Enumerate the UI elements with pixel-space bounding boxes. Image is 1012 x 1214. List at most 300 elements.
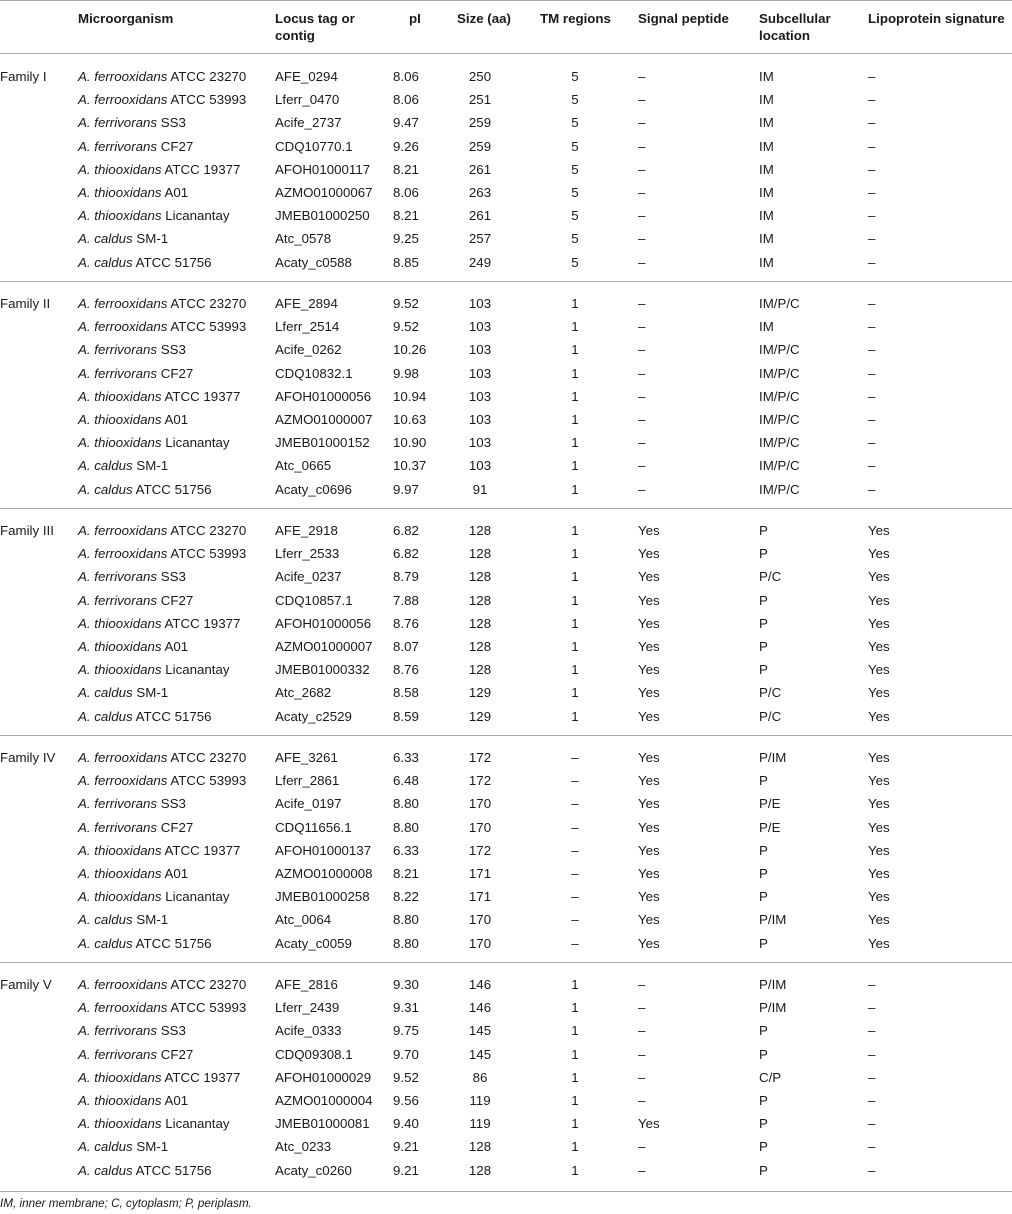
size-cell: 128 <box>468 615 492 631</box>
lipoprotein-cell: Yes <box>868 615 890 631</box>
organism-species: A. thiooxidans <box>78 1093 162 1108</box>
lipoprotein-cell: Yes <box>868 662 890 678</box>
size-cell: 128 <box>468 546 492 562</box>
pi-cell: 10.63 <box>393 412 427 427</box>
locus-tag-cell: JMEB01000152 <box>275 435 370 451</box>
organism-cell <box>78 519 246 542</box>
organism-strain: A01 <box>164 1093 189 1108</box>
subcellular-location-cell: P <box>759 889 768 905</box>
locus-tag-cell: AFE_2918 <box>275 523 338 538</box>
organism-cell <box>78 1112 230 1135</box>
organism-strain: ATCC 53993 <box>170 1000 247 1016</box>
lipoprotein-cell: – <box>868 1116 876 1132</box>
pi-cell: 10.26 <box>393 342 427 358</box>
lipoprotein-cell: – <box>868 1069 876 1085</box>
signal-peptide-cell: – <box>638 1162 646 1178</box>
subcellular-location-cell: P <box>759 523 768 538</box>
lipoprotein-cell: – <box>868 115 876 131</box>
locus-tag-cell: Lferr_0470 <box>275 92 340 108</box>
organism-strain: ATCC 53993 <box>170 546 247 562</box>
pi-cell: 8.22 <box>393 889 419 905</box>
organism-species: A. ferrooxidans <box>78 773 168 789</box>
organism-strain: SS3 <box>160 342 186 358</box>
organism-cell <box>78 181 188 204</box>
organism-strain: SS3 <box>160 569 186 585</box>
table-row <box>0 885 1012 908</box>
pi-cell: 9.56 <box>393 1093 419 1108</box>
organism-species: A. thiooxidans <box>78 615 162 631</box>
signal-peptide-cell: – <box>638 342 646 358</box>
table-row <box>0 88 1012 111</box>
organism-species: A. ferrivorans <box>78 569 158 585</box>
locus-tag-cell: Acaty_c2529 <box>275 708 352 724</box>
size-cell: 119 <box>469 1093 491 1108</box>
organism-strain: Licanantay <box>165 662 230 678</box>
lipoprotein-cell: – <box>868 1162 876 1178</box>
organism-strain: ATCC 53993 <box>170 319 247 335</box>
organism-species: A. caldus <box>78 685 133 701</box>
size-cell: 103 <box>468 388 492 404</box>
lipoprotein-cell: – <box>868 1139 876 1155</box>
organism-strain: ATCC 51756 <box>135 708 212 724</box>
subcellular-location-cell: IM <box>759 319 774 335</box>
locus-tag-cell: AFE_3261 <box>275 750 338 765</box>
locus-tag-cell: Lferr_2439 <box>275 1000 340 1016</box>
table-row <box>0 932 1012 955</box>
tm-regions-cell: – <box>571 796 579 812</box>
organism-species: A. thiooxidans <box>78 866 162 881</box>
organism-species: A. thiooxidans <box>78 435 162 451</box>
subcellular-location-cell: IM/P/C <box>759 458 800 474</box>
pi-cell: 8.85 <box>393 254 419 270</box>
pi-cell: 8.80 <box>393 819 419 835</box>
locus-tag-cell: AZMO01000008 <box>275 866 373 881</box>
header-lipoprotein: Lipoprotein signature <box>868 11 1005 26</box>
signal-peptide-cell: – <box>638 1023 646 1039</box>
pi-cell: 9.21 <box>393 1162 419 1178</box>
lipoprotein-cell: – <box>868 1046 876 1062</box>
lipoprotein-cell: – <box>868 319 876 335</box>
subcellular-location-cell: P <box>759 662 768 678</box>
organism-strain: SM-1 <box>136 458 169 474</box>
tm-regions-cell: 1 <box>571 1116 579 1132</box>
organism-cell <box>78 996 246 1019</box>
subcellular-location-cell: IM <box>759 185 774 200</box>
size-cell: 128 <box>468 1139 492 1155</box>
organism-cell <box>78 338 186 361</box>
table-row <box>0 315 1012 338</box>
pi-cell: 9.30 <box>393 977 419 992</box>
pi-cell: 9.47 <box>393 115 419 131</box>
size-cell: 172 <box>468 750 492 765</box>
locus-tag-cell: Atc_2682 <box>275 685 332 701</box>
organism-species: A. ferrooxidans <box>78 296 168 311</box>
locus-tag-cell: AFOH01000117 <box>275 161 371 177</box>
lipoprotein-cell: – <box>868 1093 876 1108</box>
locus-tag-cell: AZMO01000007 <box>275 639 373 654</box>
organism-cell <box>78 158 240 181</box>
locus-tag-cell: Acife_0237 <box>275 569 342 585</box>
tm-regions-cell: 1 <box>571 708 579 724</box>
size-cell: 128 <box>468 569 492 585</box>
pi-cell: 9.52 <box>393 319 419 335</box>
organism-species: A. ferrivorans <box>78 115 158 131</box>
organism-strain: ATCC 51756 <box>135 1162 212 1178</box>
signal-peptide-cell: Yes <box>638 639 660 654</box>
pi-cell: 9.52 <box>393 1069 419 1085</box>
tm-regions-cell: 1 <box>571 569 579 585</box>
lipoprotein-cell: Yes <box>868 523 890 538</box>
locus-tag-cell: AFOH01000029 <box>275 1069 372 1085</box>
organism-strain: ATCC 23270 <box>170 69 247 84</box>
organism-strain: Licanantay <box>165 1116 230 1132</box>
subcellular-location-cell: IM <box>759 208 774 224</box>
table-row <box>0 816 1012 839</box>
organism-strain: SM-1 <box>136 685 169 701</box>
pi-cell: 8.76 <box>393 662 419 678</box>
lipoprotein-cell: Yes <box>868 866 890 881</box>
locus-tag-cell: AFOH01000056 <box>275 615 372 631</box>
locus-tag-cell: Lferr_2861 <box>275 773 340 789</box>
lipoprotein-cell: – <box>868 977 876 992</box>
signal-peptide-cell: Yes <box>638 685 660 701</box>
subcellular-location-cell: IM <box>759 161 774 177</box>
size-cell: 259 <box>468 138 492 154</box>
size-cell: 171 <box>468 889 492 905</box>
header-organism: Microorganism <box>78 11 174 26</box>
organism-strain: Licanantay <box>165 208 230 224</box>
signal-peptide-cell: – <box>638 296 646 311</box>
pi-cell: 10.94 <box>393 388 427 404</box>
lipoprotein-cell: Yes <box>868 592 890 608</box>
locus-tag-cell: Acaty_c0260 <box>275 1162 352 1178</box>
family-label: Family I <box>0 69 47 84</box>
table-row <box>0 454 1012 477</box>
organism-cell <box>78 973 246 996</box>
pi-cell: 6.48 <box>393 773 419 789</box>
organism-strain: SM-1 <box>136 1139 169 1155</box>
organism-species: A. thiooxidans <box>78 185 162 200</box>
signal-peptide-cell: Yes <box>638 866 660 881</box>
organism-strain: ATCC 51756 <box>135 254 212 270</box>
subcellular-location-cell: P <box>759 935 768 951</box>
lipoprotein-cell: – <box>868 1000 876 1016</box>
size-cell: 170 <box>468 796 492 812</box>
organism-cell <box>78 908 168 931</box>
header-subcellular-line2: location <box>759 28 810 43</box>
size-cell: 172 <box>468 773 492 789</box>
table-bottom-rule <box>0 1191 1012 1192</box>
lipoprotein-cell: Yes <box>868 708 890 724</box>
locus-tag-cell: AZMO01000004 <box>275 1093 373 1108</box>
signal-peptide-cell: Yes <box>638 662 660 678</box>
subcellular-location-cell: P/IM <box>759 977 787 992</box>
organism-cell <box>78 1043 193 1066</box>
organism-cell <box>78 1089 188 1112</box>
signal-peptide-cell: – <box>638 138 646 154</box>
subcellular-location-cell: P/E <box>759 796 781 812</box>
pi-cell: 9.52 <box>393 296 419 311</box>
table-row <box>0 385 1012 408</box>
signal-peptide-cell: – <box>638 319 646 335</box>
lipoprotein-cell: Yes <box>868 819 890 835</box>
size-cell: 103 <box>468 412 492 427</box>
organism-strain: ATCC 19377 <box>164 842 241 858</box>
subcellular-location-cell: IM/P/C <box>759 365 800 381</box>
signal-peptide-cell: Yes <box>638 796 660 812</box>
organism-cell <box>78 251 212 274</box>
table-row <box>0 65 1012 88</box>
table-row <box>0 612 1012 635</box>
table-row <box>0 862 1012 885</box>
tm-regions-cell: 1 <box>571 458 579 474</box>
pi-cell: 8.06 <box>393 185 419 200</box>
organism-species: A. caldus <box>78 481 133 497</box>
organism-cell <box>78 135 193 158</box>
family-separator-rule <box>0 962 1012 963</box>
organism-species: A. thiooxidans <box>78 842 162 858</box>
organism-species: A. thiooxidans <box>78 1069 162 1085</box>
header-locus <box>275 10 355 44</box>
table-row <box>0 135 1012 158</box>
tm-regions-cell: – <box>571 750 579 765</box>
subcellular-location-cell: P <box>759 773 768 789</box>
organism-strain: SS3 <box>160 1023 186 1039</box>
pi-cell: 8.79 <box>393 569 419 585</box>
tm-regions-cell: – <box>571 912 579 928</box>
organism-strain: SS3 <box>160 796 186 812</box>
organism-strain: ATCC 19377 <box>164 161 241 177</box>
size-cell: 119 <box>469 1116 491 1132</box>
signal-peptide-cell: – <box>638 92 646 108</box>
organism-cell <box>78 292 246 315</box>
size-cell: 171 <box>468 866 492 881</box>
signal-peptide-cell: Yes <box>638 615 660 631</box>
signal-peptide-cell: – <box>638 458 646 474</box>
locus-tag-cell: Atc_0064 <box>275 912 332 928</box>
organism-strain: A01 <box>164 412 189 427</box>
subcellular-location-cell: IM/P/C <box>759 388 800 404</box>
lipoprotein-cell: Yes <box>868 546 890 562</box>
pi-cell: 9.97 <box>393 481 419 497</box>
pi-cell: 10.37 <box>393 458 427 474</box>
lipoprotein-cell: – <box>868 296 876 311</box>
locus-tag-cell: Lferr_2533 <box>275 546 340 562</box>
family-label: Family IV <box>0 750 56 765</box>
tm-regions-cell: 5 <box>571 138 579 154</box>
tm-regions-cell: 1 <box>571 1000 579 1016</box>
organism-cell <box>78 885 230 908</box>
lipoprotein-cell: Yes <box>868 773 890 789</box>
header-signal: Signal peptide <box>638 11 729 26</box>
signal-peptide-cell: – <box>638 412 646 427</box>
subcellular-location-cell: IM <box>759 231 774 247</box>
tm-regions-cell: 1 <box>571 639 579 654</box>
subcellular-location-cell: P/IM <box>759 750 787 765</box>
signal-peptide-cell: Yes <box>638 935 660 951</box>
size-cell: 249 <box>468 254 492 270</box>
organism-strain: Licanantay <box>165 889 230 905</box>
organism-strain: SM-1 <box>136 231 169 247</box>
lipoprotein-cell: Yes <box>868 750 890 765</box>
organism-strain: A01 <box>164 639 189 654</box>
header-size: Size (aa) <box>457 11 511 26</box>
organism-strain: ATCC 51756 <box>135 935 212 951</box>
lipoprotein-cell: – <box>868 458 876 474</box>
header-subcellular-line1: Subcellular <box>759 11 831 26</box>
lipoprotein-cell: Yes <box>868 912 890 928</box>
organism-cell <box>78 408 188 431</box>
size-cell: 128 <box>468 523 492 538</box>
organism-cell <box>78 454 168 477</box>
organism-cell <box>78 746 246 769</box>
signal-peptide-cell: – <box>638 208 646 224</box>
lipoprotein-cell: – <box>868 161 876 177</box>
locus-tag-cell: Atc_0578 <box>275 231 332 247</box>
subcellular-location-cell: P/C <box>759 569 782 585</box>
tm-regions-cell: 1 <box>571 1093 579 1108</box>
organism-strain: ATCC 23270 <box>170 977 247 992</box>
tm-regions-cell: 5 <box>571 161 579 177</box>
tm-regions-cell: 1 <box>571 435 579 451</box>
table-row <box>0 839 1012 862</box>
table-row <box>0 338 1012 361</box>
table-row <box>0 478 1012 501</box>
pi-cell: 9.75 <box>393 1023 419 1039</box>
table-row <box>0 251 1012 274</box>
pi-cell: 9.26 <box>393 138 419 154</box>
subcellular-location-cell: IM/P/C <box>759 342 800 358</box>
table-row <box>0 973 1012 996</box>
organism-strain: CF27 <box>160 365 194 381</box>
table-row <box>0 565 1012 588</box>
family-separator-rule <box>0 281 1012 282</box>
size-cell: 86 <box>472 1069 488 1085</box>
subcellular-location-cell: P <box>759 842 768 858</box>
subcellular-location-cell: P/IM <box>759 912 787 928</box>
organism-cell <box>78 816 193 839</box>
organism-cell <box>78 362 193 385</box>
organism-strain: Licanantay <box>165 435 230 451</box>
lipoprotein-cell: – <box>868 138 876 154</box>
table-row <box>0 1135 1012 1158</box>
locus-tag-cell: Acaty_c0059 <box>275 935 352 951</box>
lipoprotein-cell: – <box>868 208 876 224</box>
organism-species: A. ferrooxidans <box>78 319 168 335</box>
organism-cell <box>78 792 186 815</box>
table-row <box>0 996 1012 1019</box>
signal-peptide-cell: Yes <box>638 708 660 724</box>
size-cell: 146 <box>468 1000 492 1016</box>
header-locus-line2: contig <box>275 28 315 43</box>
lipoprotein-cell: Yes <box>868 935 890 951</box>
organism-strain: CF27 <box>160 819 194 835</box>
locus-tag-cell: CDQ11656.1 <box>275 819 352 835</box>
pi-cell: 9.40 <box>393 1116 419 1132</box>
table-row <box>0 1089 1012 1112</box>
organism-strain: CF27 <box>160 1046 194 1062</box>
header-tm: TM regions <box>540 11 611 26</box>
signal-peptide-cell: Yes <box>638 819 660 835</box>
table-row <box>0 408 1012 431</box>
signal-peptide-cell: – <box>638 69 646 84</box>
subcellular-location-cell: P/IM <box>759 1000 787 1016</box>
pi-cell: 8.21 <box>393 161 419 177</box>
organism-cell <box>78 612 240 635</box>
lipoprotein-cell: – <box>868 365 876 381</box>
lipoprotein-cell: – <box>868 435 876 451</box>
organism-species: A. ferrivorans <box>78 592 158 608</box>
pi-cell: 9.25 <box>393 231 419 247</box>
locus-tag-cell: Acaty_c0696 <box>275 481 352 497</box>
table-row <box>0 681 1012 704</box>
family-label: Family II <box>0 296 51 311</box>
organism-cell <box>78 1135 168 1158</box>
table-row <box>0 204 1012 227</box>
tm-regions-cell: 1 <box>571 481 579 497</box>
organism-species: A. ferrivorans <box>78 819 158 835</box>
organism-strain: ATCC 53993 <box>170 773 247 789</box>
lipoprotein-cell: – <box>868 481 876 497</box>
size-cell: 170 <box>468 819 492 835</box>
organism-cell <box>78 227 168 250</box>
tm-regions-cell: 1 <box>571 1069 579 1085</box>
organism-cell <box>78 932 212 955</box>
organism-cell <box>78 88 246 111</box>
pi-cell: 8.76 <box>393 615 419 631</box>
family-separator-rule <box>0 508 1012 509</box>
subcellular-location-cell: IM <box>759 115 774 131</box>
subcellular-location-cell: P <box>759 546 768 562</box>
locus-tag-cell: Acife_0333 <box>275 1023 342 1039</box>
locus-tag-cell: Acife_0197 <box>275 796 342 812</box>
organism-species: A. thiooxidans <box>78 412 162 427</box>
pi-cell: 6.33 <box>393 842 419 858</box>
organism-cell <box>78 839 240 862</box>
table-row <box>0 635 1012 658</box>
header-rule <box>0 53 1012 54</box>
size-cell: 172 <box>468 842 492 858</box>
organism-strain: ATCC 23270 <box>170 750 247 765</box>
size-cell: 128 <box>468 639 492 654</box>
tm-regions-cell: – <box>571 773 579 789</box>
organism-species: A. ferrivorans <box>78 365 158 381</box>
subcellular-location-cell: P <box>759 639 768 654</box>
table-top-rule <box>0 0 1012 1</box>
table-row <box>0 292 1012 315</box>
pi-cell: 9.98 <box>393 365 419 381</box>
locus-tag-cell: Lferr_2514 <box>275 319 340 335</box>
subcellular-location-cell: IM/P/C <box>759 412 800 427</box>
organism-strain: ATCC 51756 <box>135 481 212 497</box>
tm-regions-cell: 1 <box>571 342 579 358</box>
lipoprotein-cell: Yes <box>868 685 890 701</box>
organism-species: A. caldus <box>78 1162 133 1178</box>
subcellular-location-cell: P <box>759 592 768 608</box>
organism-cell <box>78 204 230 227</box>
organism-strain: CF27 <box>160 138 194 154</box>
tm-regions-cell: – <box>571 889 579 905</box>
pi-cell: 8.21 <box>393 866 419 881</box>
tm-regions-cell: 1 <box>571 685 579 701</box>
organism-species: A. ferrooxidans <box>78 546 168 562</box>
organism-cell <box>78 1066 240 1089</box>
organism-species: A. thiooxidans <box>78 388 162 404</box>
tm-regions-cell: – <box>571 866 579 881</box>
pi-cell: 9.70 <box>393 1046 419 1062</box>
locus-tag-cell: Acife_2737 <box>275 115 342 131</box>
family-separator-rule <box>0 735 1012 736</box>
